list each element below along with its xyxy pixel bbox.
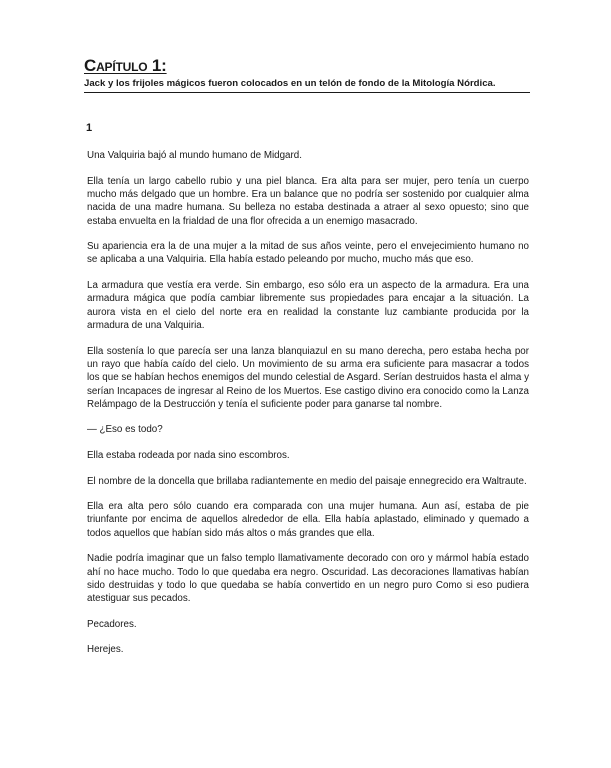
paragraph: Pecadores. [87,618,137,630]
paragraph: Ella estaba rodeada por nada sino escombros. [87,449,290,461]
paragraph: La armadura que vestía era verde. Sin embargo, eso sólo era un aspecto de la armadura. Era una armadura mágica que podía cambiar libremente sus propiedades para encajar a la situación. La aurora vista en el cielo del norte era en realidad la constante luz cambiante producida por la armadura de una Valquiria. [87,279,529,331]
chapter-subtitle: Jack y los frijoles mágicos fueron colocados en un telón de fondo de la Mitología Nórdica. [84,77,530,93]
chapter-header [84,56,530,93]
paragraph: — ¿Eso es todo? [87,424,163,436]
body-text [87,149,529,669]
paragraph: Una Valquiria bajó al mundo humano de Midgard. [87,150,302,161]
paragraph: Ella tenía un largo cabello rubio y una piel blanca. Era alta para ser mujer, pero tenía un cuerpo mucho más delgado que un hombre. Era un balance que no podría ser sostenido por cualquier alma nacida de una madre humana. Su belleza no estaba destinada a atraer al sexo opuesto; sino que estaba envuelta en la frialdad de una flor ofrecida a un enemigo masacrado. [87,175,529,227]
paragraph: Su apariencia era la de una mujer a la mitad de sus años veinte, pero el envejecimiento humano no se aplicaba a una Valquiria. Ella había estado peleando por mucho, mucho más que eso. [87,241,529,266]
paragraph: Ella era alta pero sólo cuando era comparada con una mujer humana. Aun así, estaba de pie triunfante por encima de aquellos alrededor de ella. Ella había aplastado, eliminado y quemado a todos aquellos que habían sido más altos o más grandes que ella. [87,501,529,539]
section-number: 1 [86,122,93,134]
paragraph: Ella sostenía lo que parecía ser una lanza blanquiazul en su mano derecha, pero estaba hecha por un rayo que había caído del cielo. Un movimiento de su arma era suficiente para masacrar a todos los que se habían hechos enemigos del mundo celestial de Asgard. Serían destruidos hasta el alma y serían Incapaces de ingresar al Reino de los Muertos. Ese castigo divino era conocido como la Lanza Relámpago de la Destrucción y tenía el suficiente poder para ganarse tal nombre. [87,345,529,410]
paragraph: El nombre de la doncella que brillaba radiantemente en medio del paisaje ennegrecido era Waltraute. [87,475,527,487]
paragraph: Nadie podría imaginar que un falso templo llamativamente decorado con oro y mármol había estado ahí no hace mucho. Todo lo que quedaba era negro. Oscuridad. Las decoraciones llamativas habían sido destruidas y todo lo que quedaba se había convertido en un negro puro Como si eso pudiera atestiguar sus pecados. [87,553,529,605]
chapter-title: Capítulo 1: [84,56,167,75]
paragraph: Herejes. [87,644,124,656]
